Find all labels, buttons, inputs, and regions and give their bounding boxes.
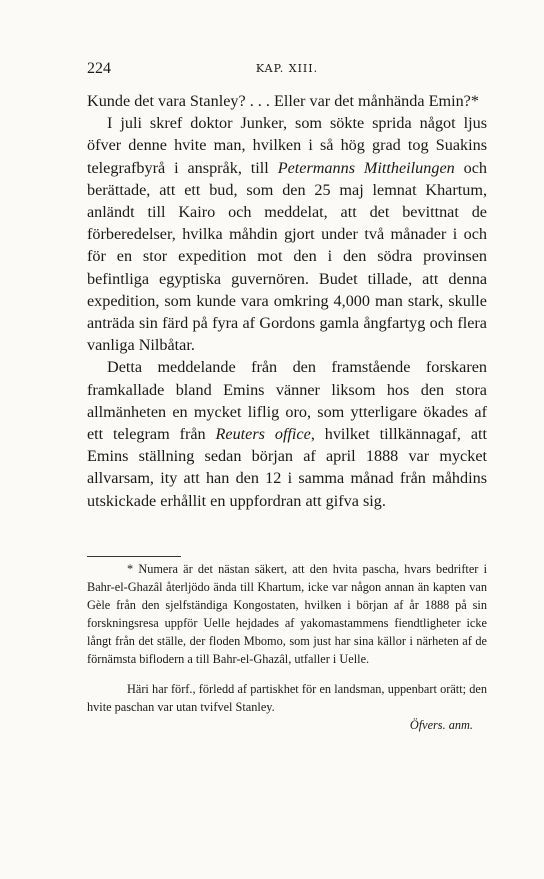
- footnote-block: [87, 560, 487, 734]
- text-run: och berättade, att ett bud, som den 25 maj lemnat Khartum, anländt till Kairo och meddelat, att det bevittnat de förberedelser, hvilka måhdin gjort under två månader i och för en stor expedition mot den i den södra provinsen befintliga egyptiska guvernören. Budet tillade, att denna expedition, som kunde vara omkring 4,000 man stark, skulle anträda sin färd på fyra af Gordons gamla ångfartyg och flera vanliga Nilbåtar.: [87, 158, 488, 355]
- text-run: Kunde det vara Stanley? . . . Eller var det månhända Emin?*: [87, 92, 479, 110]
- text-run: I juli skref doktor Junker, som sökte sprida något ljus öfver denne hvite man, hvilken i så hög grad tog Suakins telegrafbyrå i anspråk, till: [87, 114, 487, 177]
- text-run: , hvilket tillkännagaf, att Emins ställning sedan början af april 1888 var mycket allvarsam, ity att han den 12 i samma månad från måhdins utskickade erhållit en uppfordran att gifva sig.: [87, 425, 487, 510]
- page-header: [87, 60, 487, 80]
- translator-signature: Öfvers. anm.: [409, 718, 473, 732]
- chapter-heading: KAP. XIII.: [255, 62, 319, 75]
- footnote-rule: [87, 556, 181, 557]
- page-number: 224: [87, 60, 111, 77]
- italic-title: Reuters office: [215, 425, 311, 444]
- paragraph: [87, 112, 487, 356]
- paragraph: [87, 90, 487, 112]
- main-text: [87, 90, 487, 512]
- paragraph: [87, 356, 487, 511]
- italic-title: Petermanns Mittheilungen: [277, 158, 455, 177]
- text-run: Detta meddelande från den framstående forskaren framkallade bland Emins vänner liksom hos den stora allmänheten en mycket liflig oro, som ytterligare ökades af ett telegram från: [87, 358, 487, 444]
- footnote: * Numera är det nästan säkert, att den hvita pascha, hvars bedrifter i Bahr-el-Ghazâl återljödo ända till Khartum, icke var någon annan än kapten van Gèle från den sjelfständiga Kongostaten, hvilken i början af år 1888 på sin forskningsresa uppför Uelle hejdades af yakomastammens fiendtligheter icke långt från det ställe, der floden Mbomo, som just har sina källor i närheten af de förnämsta biflodern a till Bahr-el-Ghazâl, utfaller i Uelle.: [87, 562, 487, 666]
- translator-note: Häri har förf., förledd af partiskhet för en landsman, uppenbart orätt; den hvite paschan var utan tvifvel Stanley.: [87, 682, 487, 714]
